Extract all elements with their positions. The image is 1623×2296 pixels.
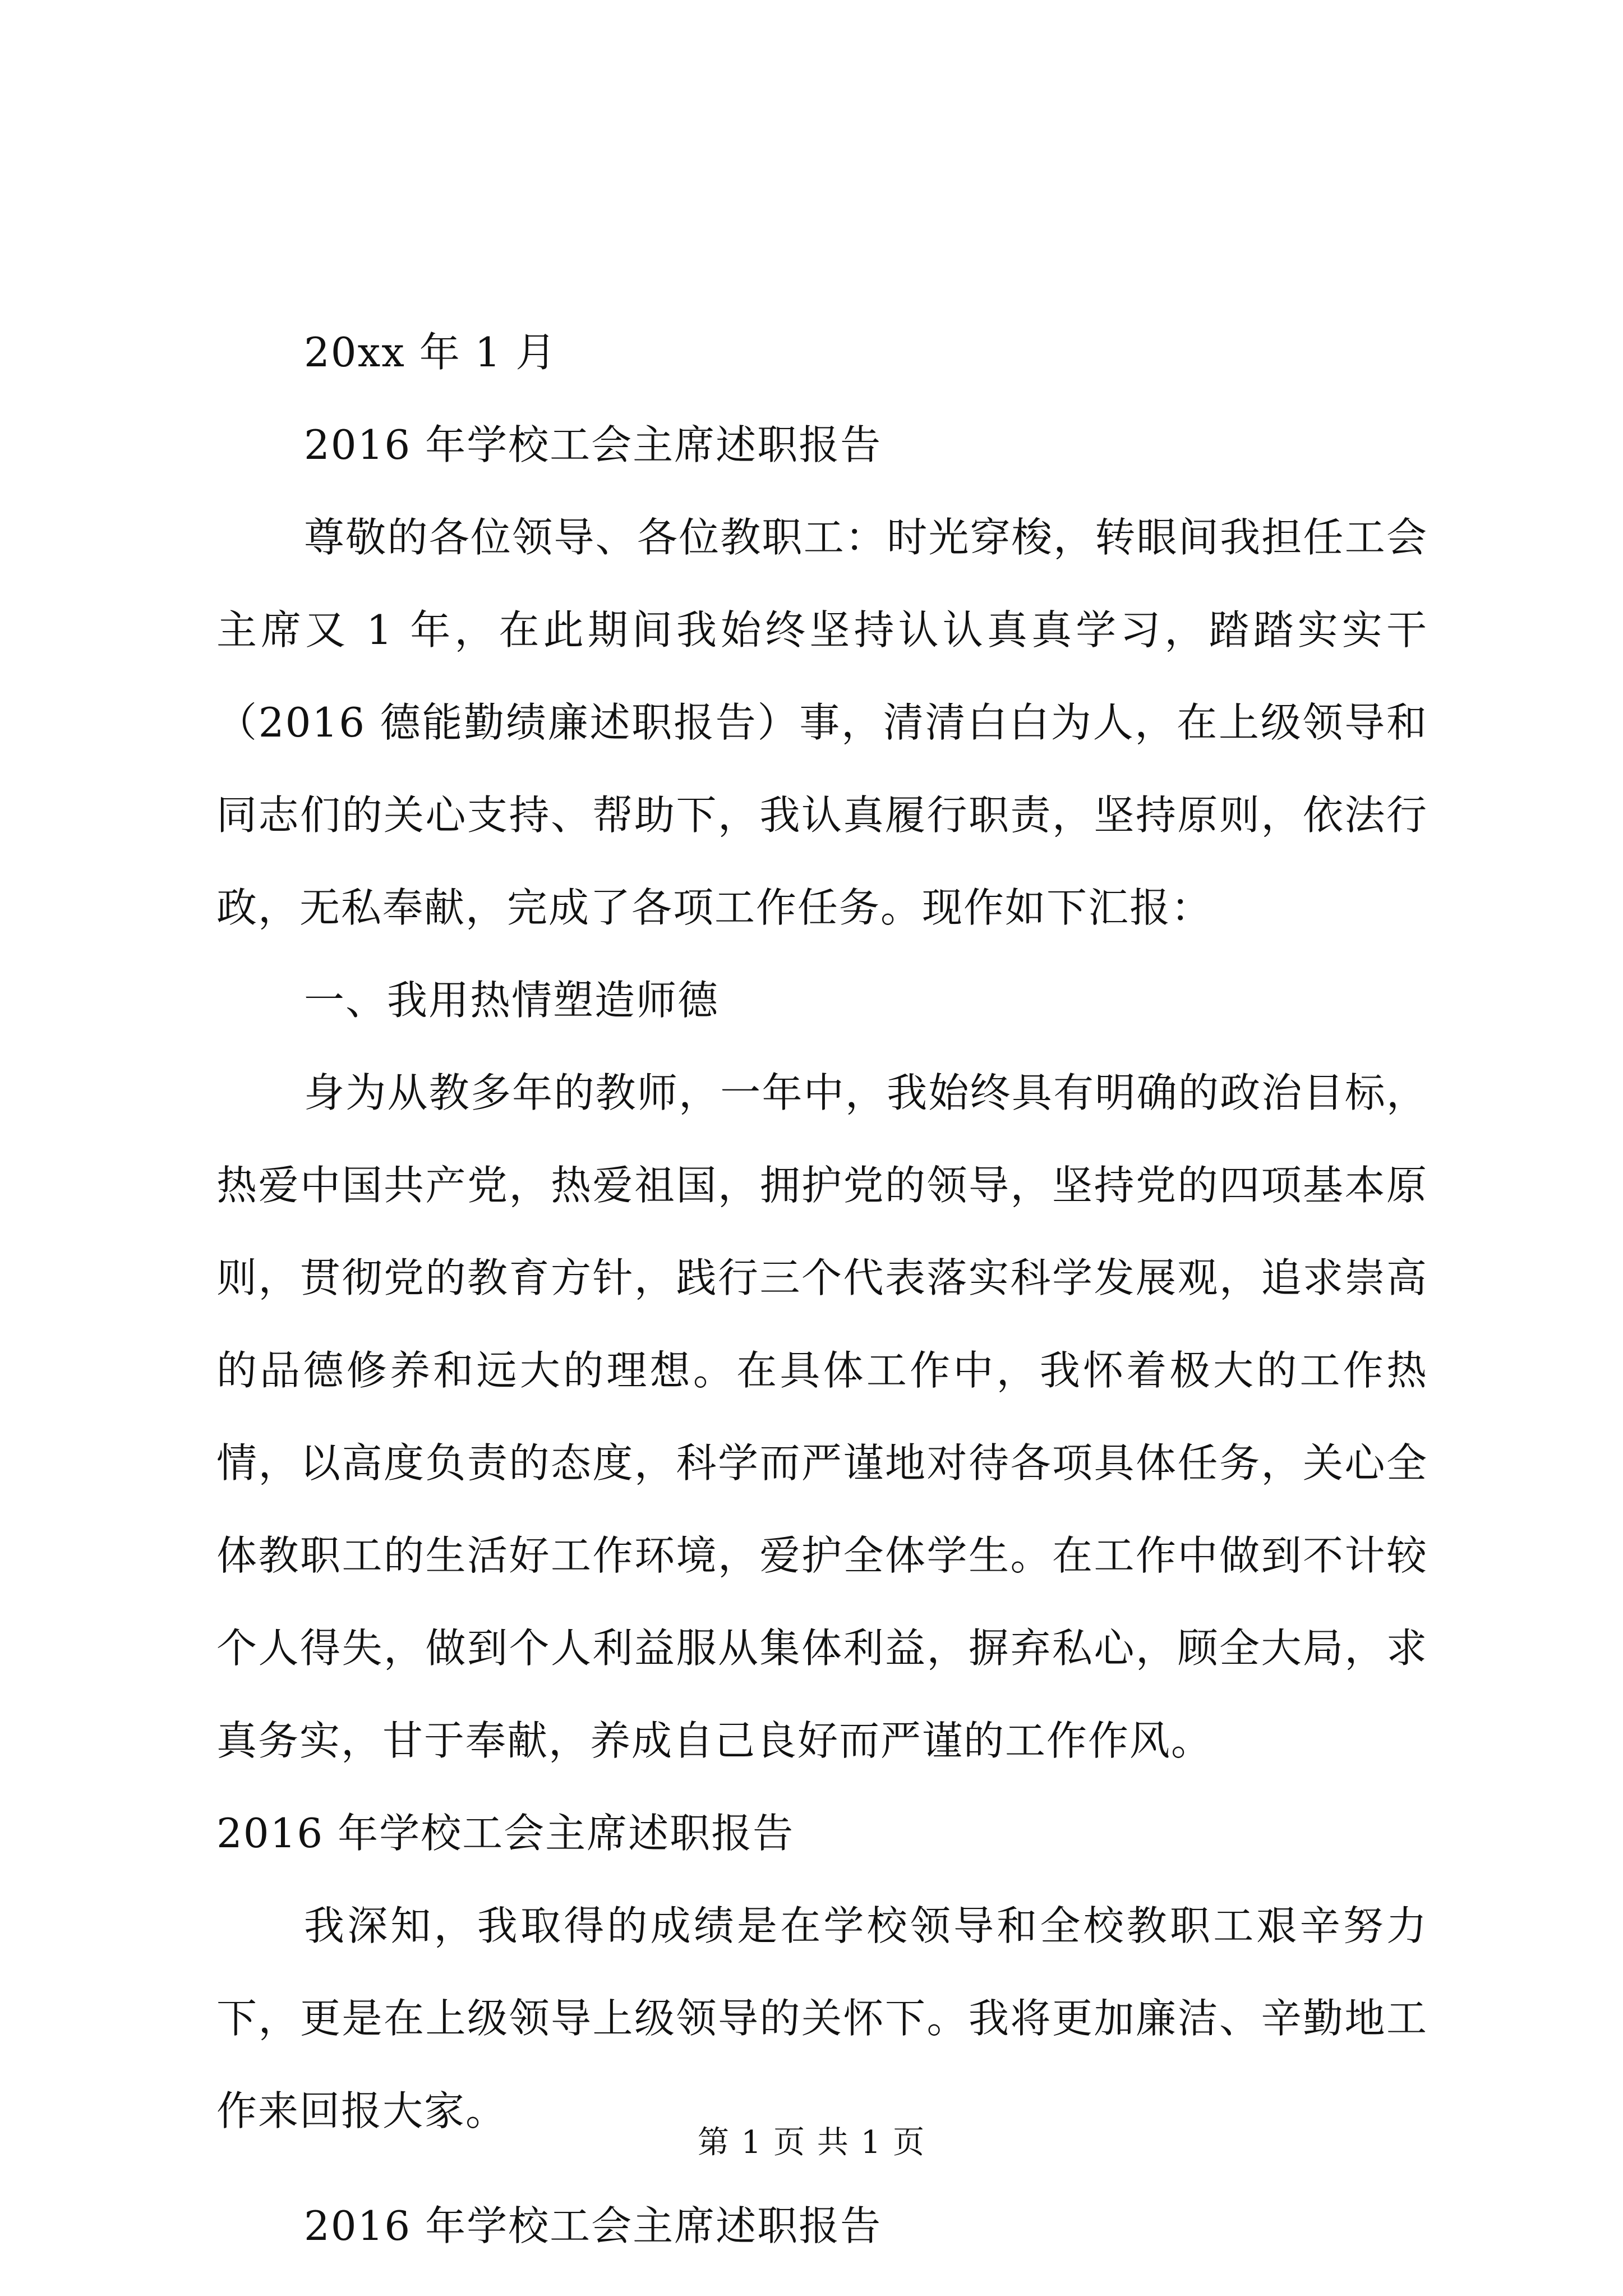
- report-title-repeat: 2016 年学校工会主席述职报告: [216, 1810, 795, 1857]
- page-footer: 第 1 页 共 1 页: [697, 2124, 926, 2161]
- report-title-final: 2016 年学校工会主席述职报告: [304, 2202, 882, 2249]
- intro-paragraph: 尊敬的各位领导、各位教职工：时光穿梭，转眼间我担任工会主席又 1 年，在此期间我始终坚持认认真真学习，踏踏实实干（2016 德能勤绩廉述职报告）事，清清白白为人，在上级领导和同志们的关心支持、帮助下，我认真履行职责，坚持原则，依法行政，无私奉献，完成了各项工作任务。现作如下汇报：: [216, 514, 1428, 931]
- document-body: [216, 306, 1428, 2272]
- section-heading: 一、我用热情塑造师德: [304, 977, 720, 1024]
- date-line: 20xx 年 1 月: [304, 329, 557, 376]
- report-title: 2016 年学校工会主席述职报告: [304, 421, 882, 468]
- section-paragraph: 身为从教多年的教师，一年中，我始终具有明确的政治目标，热爱中国共产党，热爱祖国，拥护党的领导，坚持党的四项基本原则，贯彻党的教育方针，践行三个代表落实科学发展观，追求崇高的品德修养和远大的理想。在具体工作中，我怀着极大的工作热情，以高度负责的态度，科学而严谨地对待各项具体任务，关心全体教职工的生活好工作环境，爱护全体学生。在工作中做到不计较个人得失，做到个人利益服从集体利益，摒弃私心，顾全大局，求真务实，甘于奉献，养成自己良好而严谨的工作作风。: [216, 1069, 1428, 1764]
- closing-paragraph: 我深知，我取得的成绩是在学校领导和全校教职工艰辛努力下，更是在上级领导上级领导的关怀下。我将更加廉洁、辛勤地工作来回报大家。: [216, 1902, 1428, 2134]
